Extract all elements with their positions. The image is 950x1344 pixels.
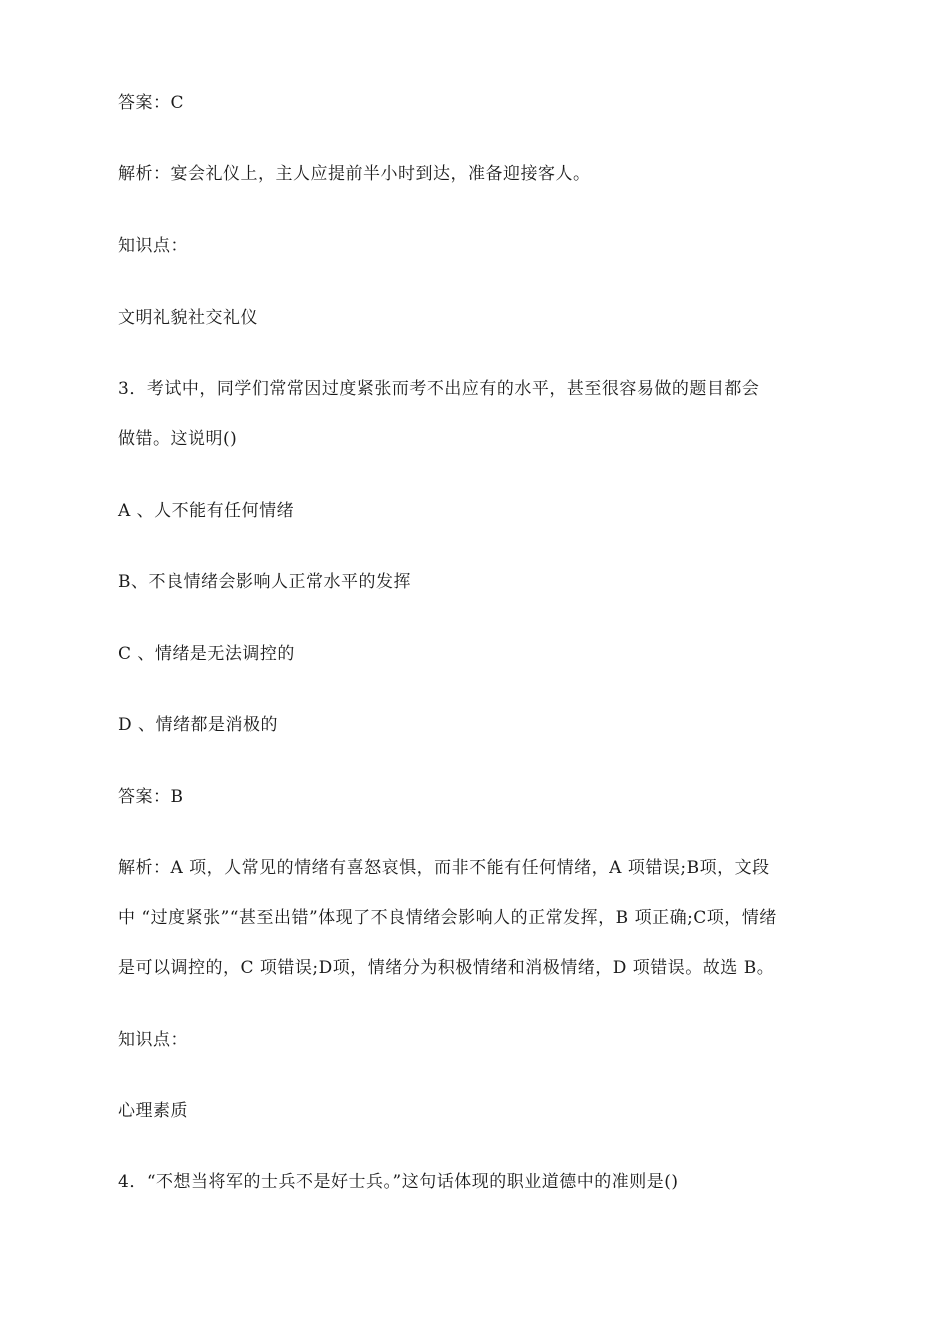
q3-stem-line-1: 3．考试中，同学们常常因过度紧张而考不出应有的水平，甚至很容易做的题目都会 xyxy=(118,379,760,399)
q3-analysis-line-2: 中 “过度紧张”“甚至出错”体现了不良情绪会影响人的正常发挥，B 项正确;C项，情绪 xyxy=(118,908,777,928)
q3-option-c: C 、情绪是无法调控的 xyxy=(118,644,295,664)
q3-option-b: B、不良情绪会影响人正常水平的发挥 xyxy=(118,572,411,592)
q2-knowledge-point-value: 文明礼貌社交礼仪 xyxy=(118,308,258,328)
q3-knowledge-point-value: 心理素质 xyxy=(118,1101,188,1121)
q3-analysis-line-3: 是可以调控的，C 项错误;D项，情绪分为积极情绪和消极情绪，D 项错误。故选 B。 xyxy=(118,958,775,978)
q3-knowledge-point-label: 知识点： xyxy=(118,1030,188,1050)
q4-stem: 4．“不想当将军的士兵不是好士兵。”这句话体现的职业道德中的准则是() xyxy=(118,1172,679,1192)
q3-stem-line-2: 做错。这说明() xyxy=(118,429,238,449)
q2-analysis: 解析：宴会礼仪上，主人应提前半小时到达，准备迎接客人。 xyxy=(118,164,591,184)
q2-answer: 答案：C xyxy=(118,93,185,113)
q3-option-d: D 、情绪都是消极的 xyxy=(118,715,279,735)
q3-option-a: A 、人不能有任何情绪 xyxy=(118,501,295,521)
q3-answer: 答案：B xyxy=(118,787,184,807)
q2-knowledge-point-label: 知识点： xyxy=(118,236,188,256)
q3-analysis-line-1: 解析：A 项，人常见的情绪有喜怒哀惧，而非不能有任何情绪，A 项错误;B项，文段 xyxy=(118,858,770,878)
